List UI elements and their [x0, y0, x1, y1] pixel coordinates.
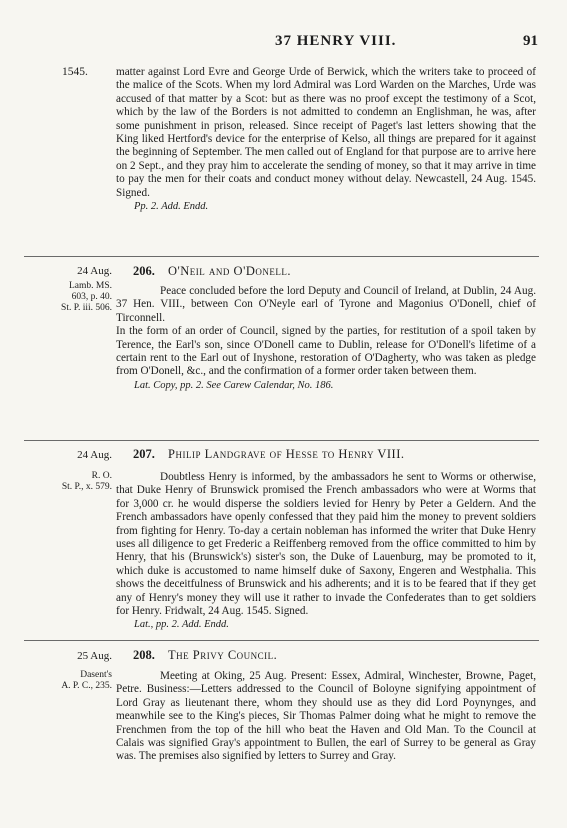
ref-line: St. P., x. 579.: [61, 482, 112, 492]
continuation-block: [116, 66, 536, 213]
ref-line: Dasent's: [80, 670, 112, 680]
entry-refs-208: [22, 670, 112, 692]
entry-number: 207.: [133, 447, 155, 461]
entry-paragraph: Meeting at Oking, 25 Aug. Present: Essex, Admiral, Winchester, Browne, Paget, Petre. Business:—Letters addressed to the Council of Boloyne signifying appointment of Lord Gray as lieutenant there, whom they should use as they did Lord Poynynges, and meanwhile see to the King's pieces, Sir Thomas Palmer doing what he might to remove the Frenchmen from the top of the hill who beat the Haven and Old Man. To the Council at Calais was signified Gray's appointment to Bullen, the earl of Surrey to be general as Gray was. The premises also signified by letters to Surrey and Gray.: [116, 670, 536, 763]
entry-date-207: 24 Aug.: [77, 449, 112, 461]
running-title: 37 HENRY VIII.: [275, 33, 397, 49]
entry-heading-206: [133, 264, 291, 279]
entry-body-208: [116, 670, 536, 764]
entry-meta: Lat. Copy, pp. 2. See Carew Calendar, No. 186.: [134, 379, 334, 391]
entry-number: 206.: [133, 264, 155, 278]
ref-line: 603, p. 40.: [71, 292, 112, 302]
continuation-meta: Pp. 2. Add. Endd.: [134, 201, 209, 213]
entry-refs-206: [22, 281, 112, 314]
entry-heading-208: [133, 648, 277, 663]
entry-date-208: 25 Aug.: [77, 650, 112, 662]
entry-paragraph: Peace concluded before the lord Deputy and Council of Ireland, at Dublin, 24 Aug. 37 Hen. VIII., between Con O'Neyle earl of Tyrone and Magonius O'Donell, chief of Tirconnell.: [116, 285, 536, 324]
entry-body-207: [116, 471, 536, 632]
year-marginal: 1545.: [62, 66, 88, 78]
entry-refs-207: [22, 471, 112, 493]
section-divider: [24, 640, 539, 641]
entry-title: Philip Landgrave of Hesse to Henry VIII.: [168, 447, 405, 461]
section-divider: [24, 440, 539, 441]
ref-line: R. O.: [91, 471, 112, 481]
entry-number: 208.: [133, 648, 155, 662]
entry-paragraph: Doubtless Henry is informed, by the ambassadors he sent to Worms or otherwise, that Duke Henry of Brunswick promised the French ambassadors who were at Worms that for 3,000 cr. he would disperse the soldiers levied for Henry by Peter a Geldern. And the French ambassadors have openly confessed that they paid him the money to prevent soldiers from fighting for Henry. To-day a certain nobleman has informed the writer that Duke Henry uses all diligence to get Frederic a Reiffenberg removed from the office committed to him by Henry, that his (Brunswick's) sister's son, the Duke of Lauenburg, may be promoted to it, which duke is accustomed to name himself duke of Saxony, Engeren and Westphalia. This shows the deceitfulness of Brunswick and his adherents; and it is to be feared that if they get any of Henry's money they will use it rather to invade the Confederates than to get soldiers for Henry. Fridwalt, 24 Aug. 1545. Signed.: [116, 471, 536, 618]
entry-paragraph: In the form of an order of Council, signed by the parties, for restitution of a spoil taken by Terence, the Earl's son, since O'Donell came to Dublin, release for O'Donell's lifetime of a certain rent to the Earl out of Inyshone, restoration of O'Dagherty, who was taken as pledge from O'Donell, &c., and the confirmation of a former order taken between them.: [116, 325, 536, 378]
running-header: [0, 33, 567, 57]
page-number: 91: [523, 33, 538, 49]
entry-date-206: 24 Aug.: [77, 265, 112, 277]
ref-line: A. P. C., 235.: [61, 681, 112, 691]
entry-body-206: [116, 285, 536, 392]
ref-line: St. P. iii. 506.: [61, 303, 112, 313]
section-divider: [24, 256, 539, 257]
entry-title: O'Neil and O'Donell.: [168, 264, 291, 278]
entry-heading-207: [133, 447, 405, 462]
entry-title: The Privy Council.: [168, 648, 278, 662]
ref-line: Lamb. MS.: [68, 281, 112, 291]
entry-meta: Lat., pp. 2. Add. Endd.: [134, 619, 229, 631]
continuation-paragraph: matter against Lord Evre and George Urde of Berwick, which the writers take to proceed of the malice of the Scots. When my lord Admiral was Lord Warden on the Marches, Urde was accused of that matter by a Scot: but as there was no proof except the testimony of a Scot, which by the law of the Borders is not admitted to condemn an Englishman, he was, after some punishment in prison, released. Since receipt of Paget's last letters showing that the King liked Hertford's device for the enterprise of Kelso, all things are prepared for it against the beginning of September. The men called out of England for that purpose are to arrive here on 2 Sept., and they pray him to accelerate the sending of money, so that it may arrive in time to pay the men for their coats and conduct money without delay. Newcastell, 24 Aug. 1545. Signed.: [116, 66, 536, 199]
